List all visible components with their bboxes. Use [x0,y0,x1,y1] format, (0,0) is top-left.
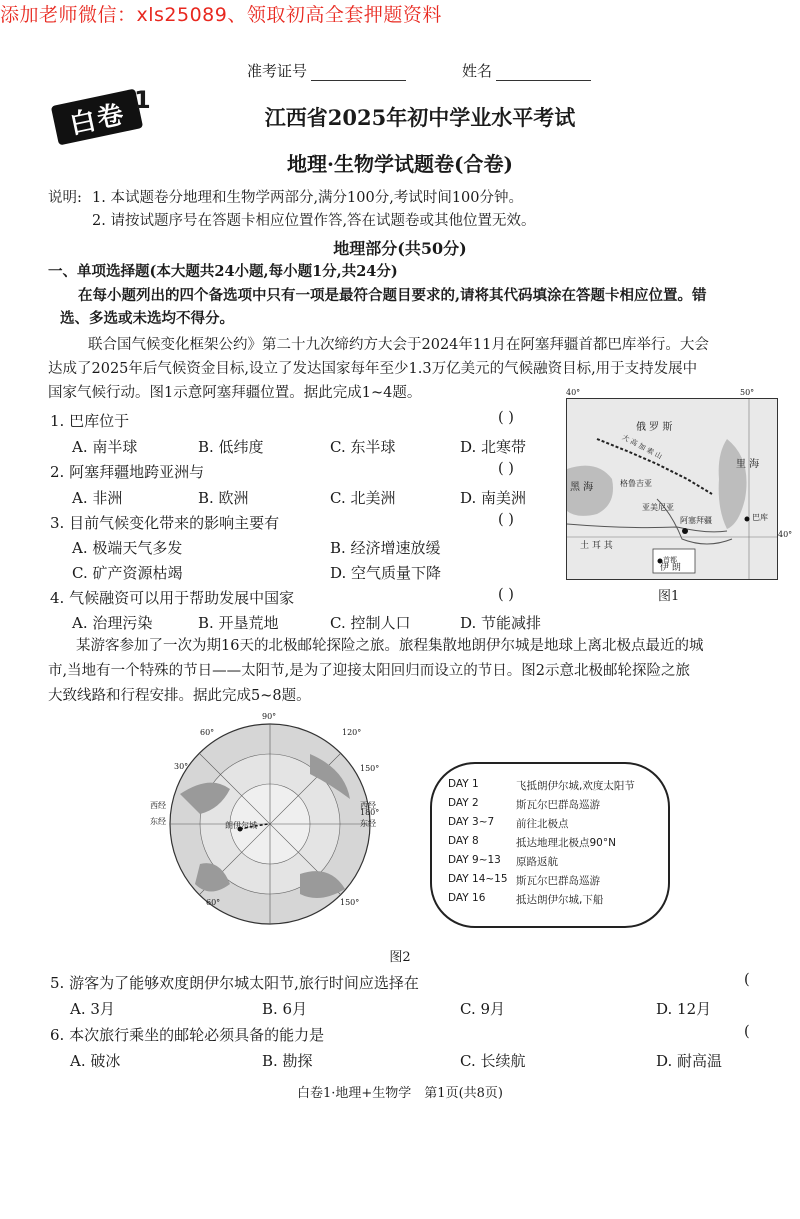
fig2-deg60b: 60° [206,898,221,907]
fig1-georgia-label: 格鲁吉亚 [620,479,652,488]
fig2-deg150b: 150° [340,898,360,907]
itinerary-day: DAY 16 [448,892,486,904]
page-footer: 白卷1·地理+生物学 第1页(共8页) [297,1086,503,1101]
note-1: 1. 本试题卷分地理和生物学两部分,满分100分,考试时间100分钟。 [92,190,524,206]
itinerary-activity: 原路返航 [516,856,558,868]
q1-answer-paren[interactable]: ( ) [498,410,514,426]
q4-option-b[interactable]: B. 开垦荒地 [198,614,279,632]
q3-option-c[interactable]: C. 矿产资源枯竭 [72,564,183,582]
exam-title: 江西省2025年初中学业水平考试 [264,105,576,130]
passage2-line2: 市,当地有一个特殊的节日——太阳节,是为了迎接太阳回归而设立的节日。图2示意北极邮轮探险之旅 [48,663,690,679]
q2-answer-paren[interactable]: ( ) [498,461,514,477]
fig1-azerbaijan-label: 阿塞拜疆 [680,516,712,525]
fig1-lon-label: 50° [740,388,755,397]
fig1-lat-label: 40° [566,388,581,397]
promo-banner: 添加老师微信：xls25089、领取初高全套押题资料 [0,4,442,26]
q2-option-c[interactable]: C. 北美洲 [330,489,396,507]
q5-option-a[interactable]: A. 3月 [70,1000,115,1018]
itinerary-day: DAY 2 [448,797,479,809]
q5-option-d[interactable]: D. 12月 [656,1000,712,1018]
paper-badge: 白卷 [51,88,143,145]
itinerary-list [448,778,668,918]
q3-stem: 3. 目前气候变化带来的影响主要有 [50,514,280,532]
q4-option-c[interactable]: C. 控制人口 [330,614,411,632]
passage2-line1: 某游客参加了一次为期16天的北极邮轮探险之旅。旅程集散地朗伊尔城是地球上离北极点最近的城 [76,638,704,654]
fig1-iran-label: 伊 朗 [660,563,681,573]
q2-stem: 2. 阿塞拜疆地跨亚洲与 [50,463,205,481]
itinerary-activity: 斯瓦尔巴群岛巡游 [516,875,600,887]
q4-stem: 4. 气候融资可以用于帮助发展中国家 [50,589,295,607]
itinerary-activity: 抵达朗伊尔城,下船 [516,894,604,906]
fig1-mountain-label: 大 高 加 索 山 [620,433,664,461]
q1-option-d[interactable]: D. 北寒带 [460,438,527,456]
itinerary-day: DAY 3~7 [448,816,495,828]
q2-option-a[interactable]: A. 非洲 [72,489,123,507]
exam-subtitle: 地理·生物学试题卷(合卷) [287,152,513,176]
q3-option-a[interactable]: A. 极端天气多发 [72,539,183,557]
capital-baku-dot [682,528,688,534]
q6-answer-paren[interactable]: ( [744,1024,750,1040]
fig1-caspian-label: 里 海 [736,459,760,470]
fig1-legend-capital-label: 首都 [663,556,677,564]
fig1-turkey-label: 土 耳 其 [580,541,613,551]
section-title: 地理部分(共50分) [333,239,467,258]
q1-option-c[interactable]: C. 东半球 [330,438,396,456]
paper-badge-number: 1 [134,86,151,114]
fig1-armenia-label: 亚美尼亚 [642,503,674,512]
exam-number-field: 准考证号 [247,60,406,81]
q5-stem: 5. 游客为了能够欢度朗伊尔城太阳节,旅行时间应选择在 [50,974,419,992]
fig2-deg90: 90° [262,712,277,721]
itinerary-activity: 斯瓦尔巴群岛巡游 [516,799,600,811]
q4-answer-paren[interactable]: ( ) [498,587,514,603]
itinerary-day: DAY 14~15 [448,873,508,885]
notes-label: 说明: [48,190,82,206]
q5-answer-paren[interactable]: ( [744,972,750,988]
part1-heading: 一、单项选择题(本大题共24小题,每小题1分,共24分) [48,263,398,280]
instruction-line-1: 在每小题列出的四个备选项中只有一项是最符合题目要求的,请将其代码填涂在答题卡相应位置。错 [78,287,707,304]
q1-stem: 1. 巴库位于 [50,412,130,430]
fig1-baku-label: 巴库 [752,513,768,522]
name-field: 姓名 [462,60,591,81]
itinerary-activity: 抵达地理北极点90°N [516,837,616,849]
fig1-blacksea-label: 黑 海 [570,482,594,493]
q6-option-a[interactable]: A. 破冰 [70,1052,121,1070]
fig2-deg150: 150° [360,764,380,773]
q1-option-b[interactable]: B. 低纬度 [198,438,264,456]
q4-option-d[interactable]: D. 节能减排 [460,614,542,632]
q6-option-b[interactable]: B. 勘探 [262,1052,313,1070]
fig2-deg30: 30° [174,762,189,771]
q6-stem: 6. 本次旅行乘坐的邮轮必须具备的能力是 [50,1026,325,1044]
figure1-caption: 图1 [658,589,680,604]
q6-option-c[interactable]: C. 长续航 [460,1052,526,1070]
q1-option-a[interactable]: A. 南半球 [72,438,138,456]
passage1-line2: 达成了2025年后气候资金目标,设立了发达国家每年至少1.3万亿美元的气候融资目标,用于支持发展中 [48,361,698,377]
fig1-lat-right-label: 40° [778,530,793,539]
q5-option-b[interactable]: B. 6月 [262,1000,308,1018]
q2-option-b[interactable]: B. 欧洲 [198,489,249,507]
baku-marker [745,517,750,522]
itinerary-day: DAY 9~13 [448,854,501,866]
itinerary-activity: 飞抵朗伊尔城,欢度太阳节 [516,780,635,792]
passage1-line1: 联合国气候变化框架公约》第二十九次缔约方大会于2024年11月在阿塞拜疆首都巴库举行。大会 [88,337,709,353]
figure2-caption: 图2 [389,950,411,965]
q5-option-c[interactable]: C. 9月 [460,1000,506,1018]
itinerary-day: DAY 1 [448,778,479,790]
q3-option-b[interactable]: B. 经济增速放缓 [330,539,441,557]
fig2-west-right: 西经 [360,801,376,810]
itinerary-day: DAY 8 [448,835,479,847]
q3-answer-paren[interactable]: ( ) [498,512,514,528]
q6-option-d[interactable]: D. 耐高温 [656,1052,723,1070]
passage2-line3: 大致线路和行程安排。据此完成5~8题。 [48,688,311,704]
fig1-russia-label: 俄 罗 斯 [636,422,673,433]
q3-option-d[interactable]: D. 空气质量下降 [330,564,442,582]
fig2-deg180: 180° [360,808,380,817]
fig2-deg120: 120° [342,728,362,737]
instruction-line-2: 选、多选或未选均不得分。 [60,310,234,327]
note-2: 2. 请按试题序号在答题卡相应位置作答,答在试题卷或其他位置无效。 [92,213,536,229]
q4-option-a[interactable]: A. 治理污染 [72,614,153,632]
q2-option-d[interactable]: D. 南美洲 [460,489,527,507]
fig2-west-left: 西经 [150,801,166,810]
passage1-line3: 国家气候行动。图1示意阿塞拜疆位置。据此完成1~4题。 [48,385,422,401]
fig2-city-label: 朗伊尔城 [225,821,257,830]
itinerary-activity: 前往北极点 [516,818,569,830]
fig2-east-left: 东经 [150,817,166,826]
fig2-east-right: 东经 [360,819,376,828]
fig2-deg60: 60° [200,728,215,737]
